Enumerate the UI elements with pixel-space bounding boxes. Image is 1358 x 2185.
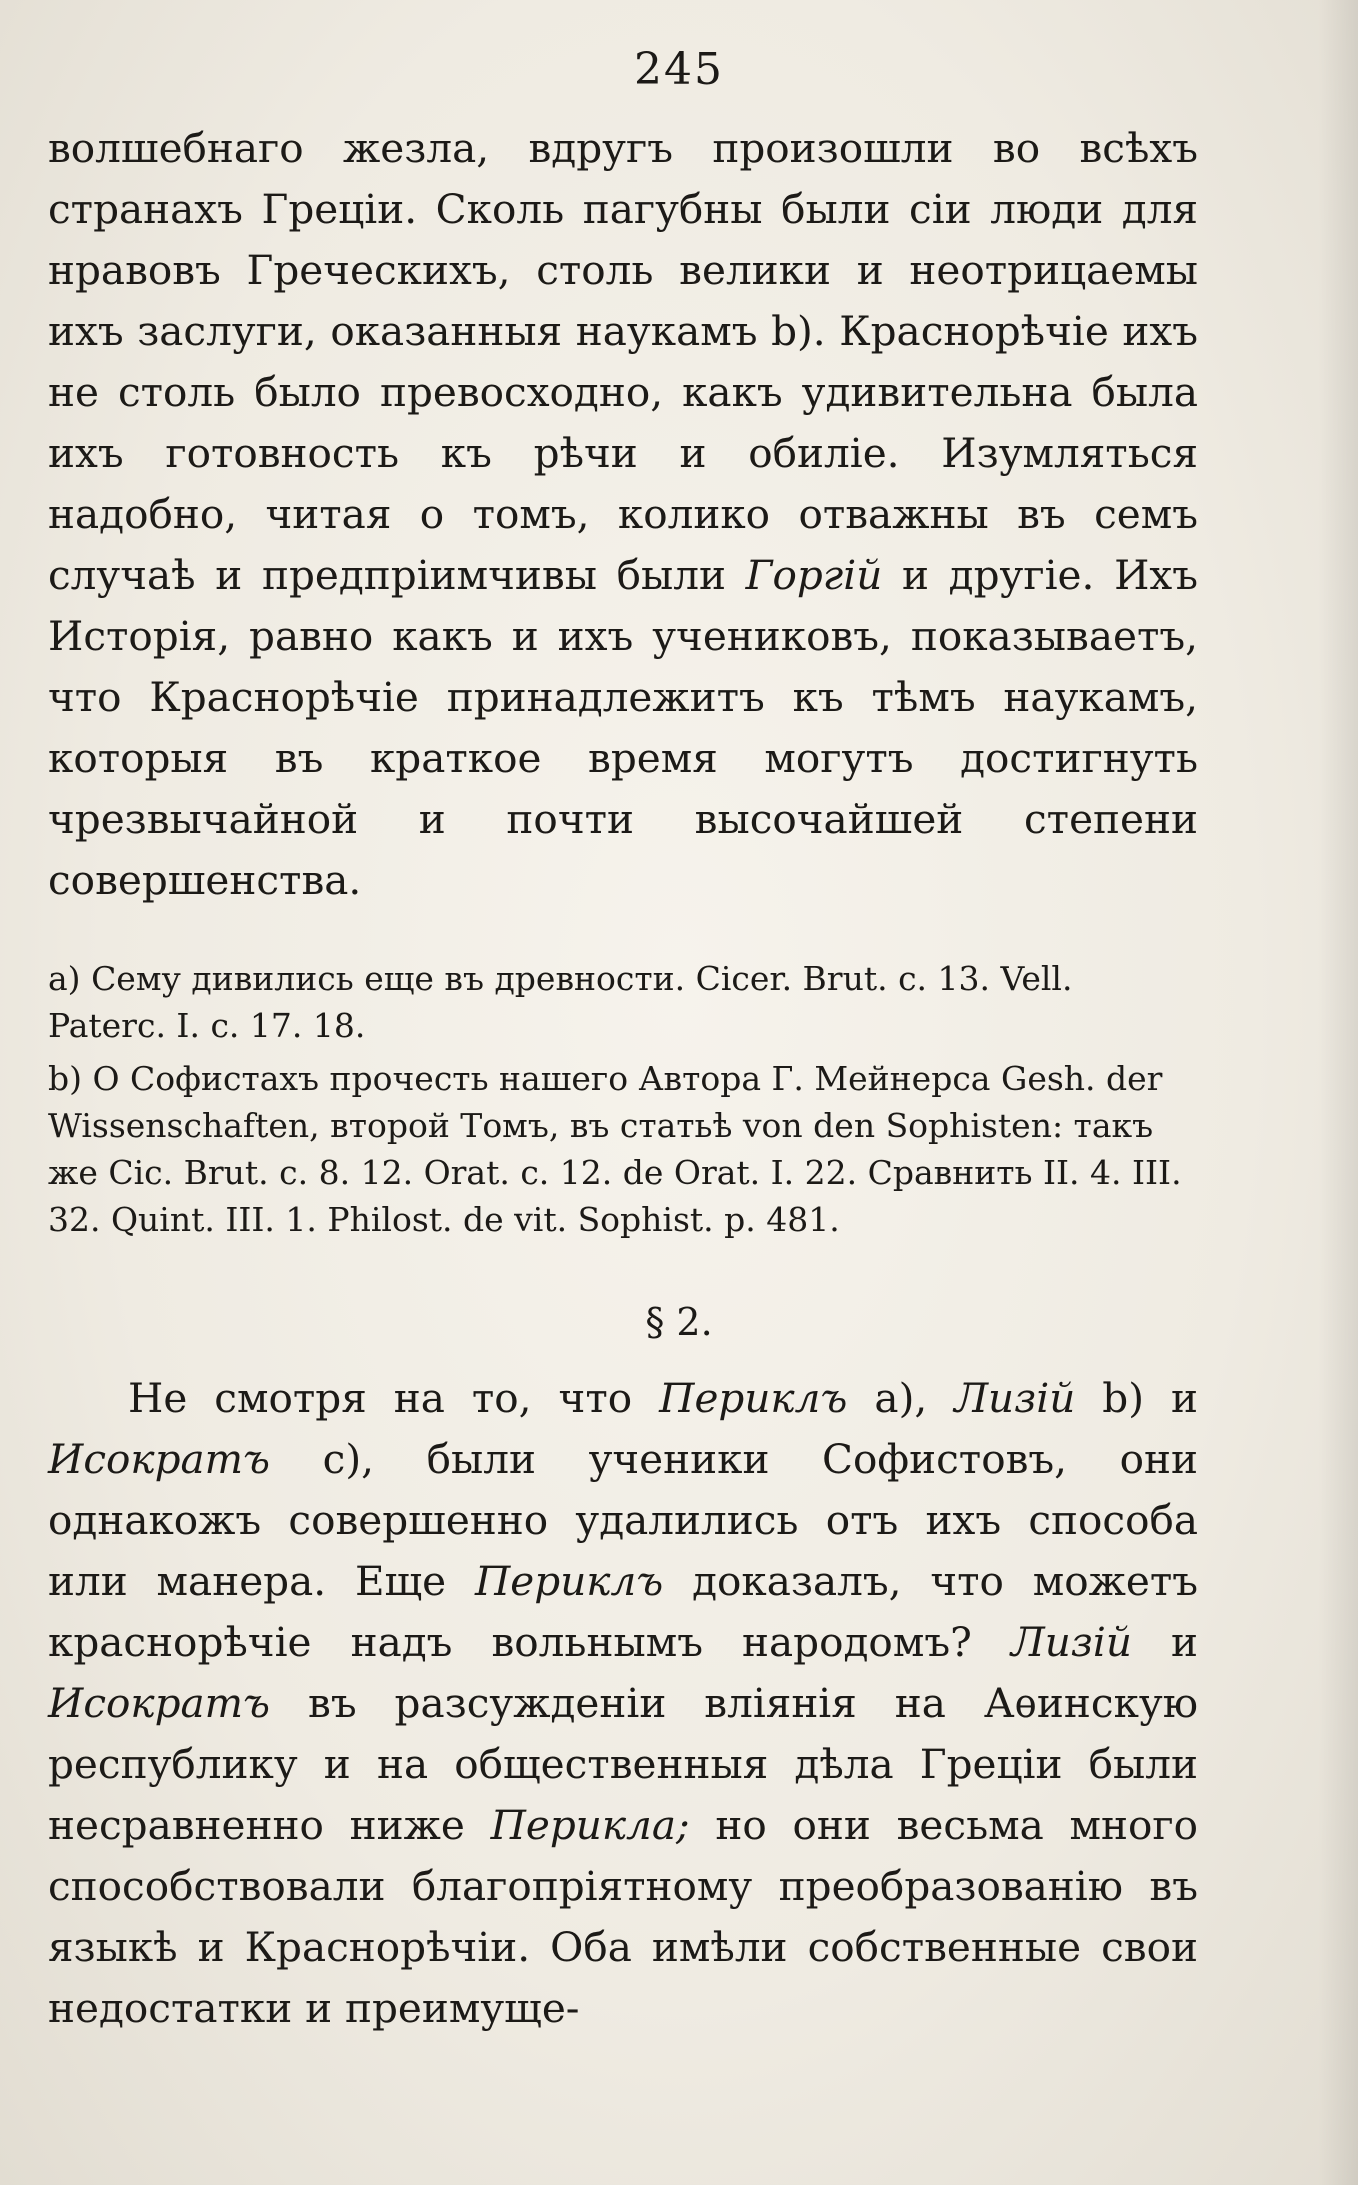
paragraph-1 (48, 118, 1198, 911)
footnote-text: О Софистахъ прочесть нашего Автора Г. Мейнерса Gesh. der Wissenschaften, второй Томъ, въ статьѣ von den Sophisten: такъ же Cic. Brut. c. 8. 12. Orat. c. 12. de Orat. I. 22. Сравнить II. 4. III. 32. Quint. III. 1. Philost. de vit. Sophist. p. 481. (48, 1059, 1182, 1239)
paragraph-1-tail: и другіе. Ихъ Исторія, равно какъ и ихъ учениковъ, показываетъ, что Краснорѣчіе принадлежитъ къ тѣмъ наукамъ, которыя въ краткое время могутъ достигнуть чрезвычайной и почти высочайшей степени совершенства. (48, 551, 1198, 904)
footnotes (48, 955, 1198, 1249)
paragraph-1-text: волшебнаго жезла, вдругъ произошли во всѣхъ странахъ Греціи. Сколь пагубны были сіи люди для нравовъ Греческихъ, столь велики и неотрицаемы ихъ заслуги, оказанныя наукамъ b). Краснорѣчіе ихъ не столь было превосходно, какъ удивительна была ихъ готовность къ рѣчи и обиліе. Изумляться надобно, читая о томъ, колико отважны въ семъ случаѣ и предпріимчивы были (48, 124, 1198, 599)
p2-text: но они весьма много способствовали благопріятному преобразованію въ языкѣ и Краснорѣчіи. Оба имѣли собственные свои недостатки и преимуще- (48, 1801, 1198, 2032)
paragraph-2 (48, 1368, 1198, 2039)
name-lysias: Лизій (1010, 1618, 1132, 1666)
footnote-label: a) (48, 959, 81, 998)
name-pericles: Периклъ (474, 1557, 664, 1605)
p2-text: b) и (1102, 1374, 1199, 1422)
p2-text: въ разсужденіи вліянія на Аѳинскую республику и на общественныя дѣла Греціи были несравненно ниже (48, 1679, 1198, 1849)
footnote-a (48, 955, 1198, 1049)
name-isocrates: Исократъ (48, 1435, 271, 1483)
name-pericles: Перикла; (490, 1801, 690, 1849)
p2-text: доказалъ, что можетъ краснорѣчіе надъ вольнымъ народомъ? (48, 1557, 1199, 1666)
footnote-b (48, 1055, 1198, 1243)
page-number: 245 (634, 44, 724, 95)
footnote-text: Сему дивились еще въ древности. Cicer. Brut. c. 13. Vell. Paterc. I. c. 17. 18. (48, 959, 1073, 1045)
name-pericles: Периклъ (659, 1374, 848, 1422)
name-isocrates: Исократъ (48, 1679, 271, 1727)
p2-text: a), (874, 1374, 928, 1422)
section-heading: § 2. (645, 1300, 713, 1344)
page-shadow (1318, 0, 1358, 2185)
name-lysias: Лизій (954, 1374, 1076, 1422)
p2-text: Не смотря на то, что (128, 1374, 633, 1422)
name-gorgias: Горгій (745, 551, 883, 599)
footnote-label: b) (48, 1059, 82, 1098)
p2-text: и (1171, 1618, 1199, 1666)
p2-text: c), были ученики Софистовъ, они однакожъ совершенно удалились отъ ихъ способа или манера. Еще (48, 1435, 1198, 1605)
